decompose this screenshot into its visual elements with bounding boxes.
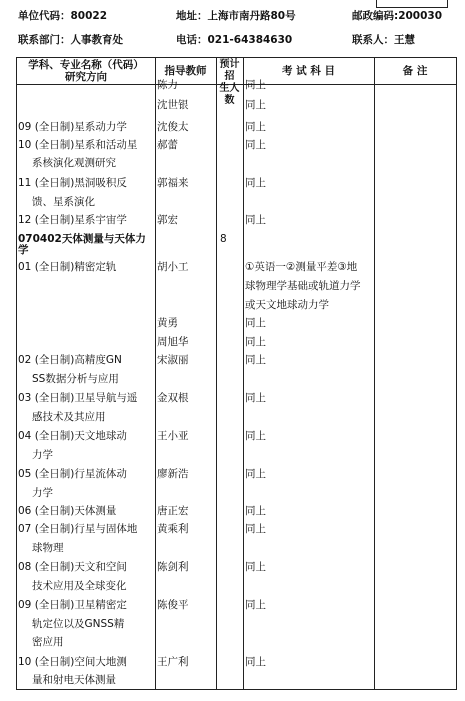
direction-cell-cont: 力学 [32, 449, 53, 461]
major-cell: 070402天体测量与天体力 [18, 233, 146, 245]
direction-cell-cont: 轨定位以及GNSS精 [32, 618, 125, 630]
supervisor-cell: 周旭华 [157, 336, 189, 348]
supervisor-cell: 陈力 [157, 79, 178, 91]
col-divider [216, 58, 217, 689]
direction-cell: 08 (全日制)天文和空间 [18, 561, 127, 573]
col-divider [243, 58, 244, 689]
direction-cell-cont: 感技术及其应用 [32, 411, 106, 423]
direction-cell-cont: 馈、星系演化 [32, 196, 95, 208]
direction-cell-cont: 技术应用及全球变化 [32, 580, 127, 592]
supervisor-cell: 沈俊太 [157, 121, 189, 133]
exam-cell: ①英语一②测量平差③地 [245, 261, 358, 273]
quota-cell: 8 [220, 233, 227, 245]
supervisor-cell: 廖新浩 [157, 468, 189, 480]
supervisor-cell: 陈俊平 [157, 599, 189, 611]
supervisor-cell: 黄勇 [157, 317, 178, 329]
exam-cell: 同上 [245, 468, 266, 480]
exam-cell: 同上 [245, 317, 266, 329]
address: 地址：上海市南丹路80号 [176, 10, 296, 22]
direction-cell-cont: 球物理 [32, 542, 64, 554]
col-divider [155, 58, 156, 689]
direction-cell: 11 (全日制)黑洞吸积反 [18, 177, 127, 189]
exam-cell: 同上 [245, 177, 266, 189]
supervisor-cell: 黄乘利 [157, 523, 189, 535]
direction-cell: 05 (全日制)行星流体动 [18, 468, 127, 480]
col-header-note: 备 注 [402, 65, 428, 77]
supervisor-cell: 唐正宏 [157, 505, 189, 517]
exam-cell: 同上 [245, 392, 266, 404]
direction-cell: 04 (全日制)天文地球动 [18, 430, 127, 442]
direction-cell: 07 (全日制)行星与固体地 [18, 523, 138, 535]
direction-cell-cont: 密应用 [32, 636, 64, 648]
col-header-subject: 学科、专业名称（代码） 研究方向 [28, 59, 144, 83]
exam-cell: 同上 [245, 599, 266, 611]
exam-cell: 同上 [245, 656, 266, 668]
exam-cell: 同上 [245, 99, 266, 111]
exam-cell: 同上 [245, 79, 266, 91]
phone: 电话：021-64384630 [176, 34, 293, 46]
exam-cell: 同上 [245, 505, 266, 517]
direction-cell: 12 (全日制)星系宇宙学 [18, 214, 127, 226]
col-header-exam: 考 试 科 目 [282, 65, 335, 77]
col-divider [374, 58, 375, 689]
exam-cell: 同上 [245, 214, 266, 226]
direction-cell-cont: 力学 [32, 487, 53, 499]
col-header-quota: 预计招 生人数 [219, 59, 240, 106]
direction-cell-cont: 量和射电天体测量 [32, 674, 116, 686]
supervisor-cell: 郝蕾 [157, 139, 178, 151]
exam-cell: 同上 [245, 336, 266, 348]
supervisor-cell: 沈世银 [157, 99, 189, 111]
exam-cell: 同上 [245, 139, 266, 151]
exam-cell-cont: 球物理学基础或轨道力学 [245, 280, 361, 292]
major-cell-cont: 学 [18, 244, 29, 256]
postal-code: 邮政编码:200030 [352, 10, 443, 22]
direction-cell-cont: SS数据分析与应用 [32, 373, 119, 385]
top-box [376, 0, 448, 8]
supervisor-cell: 宋淑丽 [157, 354, 189, 366]
direction-cell: 01 (全日制)精密定轨 [18, 261, 117, 273]
contact-person: 联系人：王慧 [352, 34, 415, 46]
supervisor-cell: 王广利 [157, 656, 189, 668]
direction-cell-cont: 系核演化观测研究 [32, 157, 116, 169]
exam-cell: 同上 [245, 523, 266, 535]
exam-cell: 同上 [245, 561, 266, 573]
supervisor-cell: 王小亚 [157, 430, 189, 442]
supervisor-cell: 陈剑利 [157, 561, 189, 573]
col-header-supervisor: 指导教师 [164, 65, 207, 77]
exam-cell: 同上 [245, 121, 266, 133]
direction-cell: 09 (全日制)星系动力学 [18, 121, 127, 133]
supervisor-cell: 郭福来 [157, 177, 189, 189]
supervisor-cell: 金双根 [157, 392, 189, 404]
exam-cell-cont: 或天文地球动力学 [245, 299, 329, 311]
supervisor-cell: 郭宏 [157, 214, 178, 226]
direction-cell: 02 (全日制)高精度GN [18, 354, 122, 366]
exam-cell: 同上 [245, 354, 266, 366]
supervisor-cell: 胡小工 [157, 261, 189, 273]
unit-code: 单位代码：80022 [18, 10, 108, 22]
direction-cell: 10 (全日制)星系和活动星 [18, 139, 138, 151]
direction-cell: 09 (全日制)卫星精密定 [18, 599, 127, 611]
direction-cell: 10 (全日制)空间大地测 [18, 656, 127, 668]
direction-cell: 03 (全日制)卫星导航与遥 [18, 392, 138, 404]
direction-cell: 06 (全日制)天体测量 [18, 505, 117, 517]
exam-cell: 同上 [245, 430, 266, 442]
contact-department: 联系部门：人事教育处 [18, 34, 123, 46]
